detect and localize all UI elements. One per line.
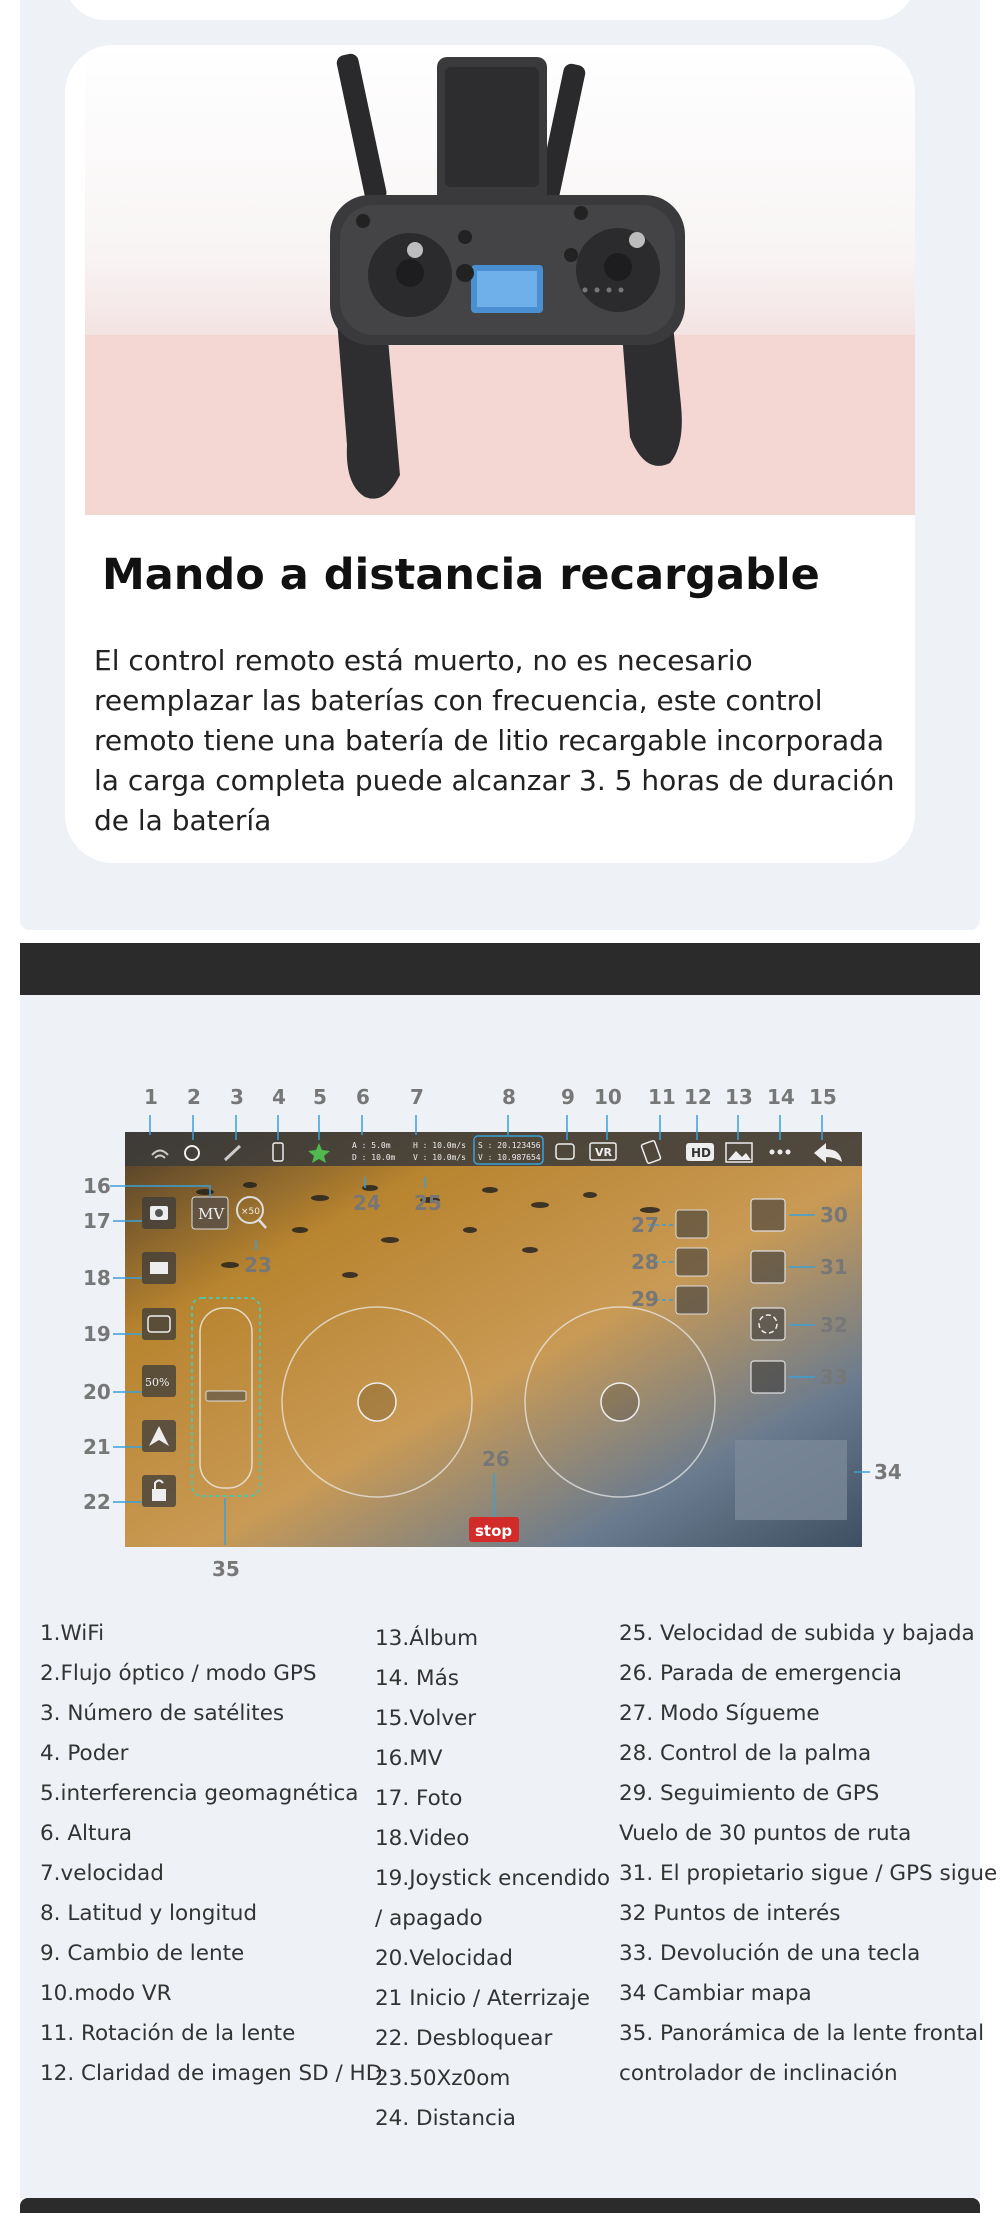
callout-number: 20 bbox=[83, 1380, 111, 1404]
hud-distance: D : 10.0m bbox=[352, 1153, 396, 1162]
legend-column-2 bbox=[375, 1619, 610, 2139]
table-surface bbox=[85, 335, 915, 515]
app-ui-diagram bbox=[70, 1080, 930, 1590]
legend-item: 19.Joystick encendido bbox=[375, 1866, 611, 1891]
description-line: reemplazar las baterías con frecuencia, este control bbox=[94, 684, 823, 717]
more-icon[interactable] bbox=[770, 1150, 775, 1155]
legend-column-1 bbox=[40, 1614, 382, 2094]
callout-number: 14 bbox=[767, 1085, 795, 1109]
legend-item: 32 Puntos de interés bbox=[619, 1901, 841, 1926]
callout-number: 9 bbox=[561, 1085, 575, 1109]
bottom-dark-bar bbox=[20, 2198, 980, 2213]
product-title: Mando a distancia recargable bbox=[102, 550, 820, 600]
callout-number: 33 bbox=[820, 1365, 848, 1389]
callout-number: 35 bbox=[212, 1557, 240, 1581]
follow-me-button[interactable] bbox=[676, 1210, 708, 1238]
legend-item: 6. Altura bbox=[40, 1821, 133, 1846]
callout-number: 1 bbox=[144, 1085, 158, 1109]
callout-number: 31 bbox=[820, 1255, 848, 1279]
legend-item: 21 Inicio / Aterrizaje bbox=[375, 1986, 590, 2011]
palm-control-button[interactable] bbox=[676, 1248, 708, 1276]
description-line: la carga completa puede alcanzar 3. 5 horas de duración bbox=[94, 764, 895, 797]
hud-h-speed: H : 10.0m/s bbox=[413, 1141, 466, 1150]
callout-number: 16 bbox=[83, 1174, 111, 1198]
owner-follow-button[interactable] bbox=[751, 1251, 785, 1283]
return-home-button[interactable] bbox=[751, 1361, 785, 1393]
speed-label: 50% bbox=[145, 1376, 170, 1389]
callout-number: 28 bbox=[631, 1250, 659, 1274]
callout-number: 18 bbox=[83, 1266, 111, 1290]
remote-controller-photo bbox=[85, 45, 915, 515]
legend-item: 27. Modo Sígueme bbox=[619, 1701, 820, 1726]
legend-item: 13.Álbum bbox=[375, 1626, 479, 1651]
legend-item: 23.50Xz0om bbox=[375, 2066, 511, 2091]
legend-item: 7.velocidad bbox=[40, 1861, 164, 1886]
right-joystick-knob[interactable] bbox=[601, 1383, 639, 1421]
callout-number: 5 bbox=[313, 1085, 327, 1109]
callout-number: 29 bbox=[631, 1287, 659, 1311]
callout-number: 13 bbox=[725, 1085, 753, 1109]
legend-item: 10.modo VR bbox=[40, 1981, 172, 2006]
gps-tracking-button[interactable] bbox=[676, 1286, 708, 1314]
legend-item: 20.Velocidad bbox=[375, 1946, 513, 1971]
legend-item: 24. Distancia bbox=[375, 2106, 516, 2131]
legend-item: 5.interferencia geomagnética bbox=[40, 1781, 359, 1806]
callout-number: 4 bbox=[272, 1085, 286, 1109]
legend-item: 26. Parada de emergencia bbox=[619, 1661, 902, 1686]
callout-number: 8 bbox=[502, 1085, 516, 1109]
legend-item: 31. El propietario sigue / GPS sigue bbox=[619, 1861, 998, 1886]
callout-number: 27 bbox=[631, 1213, 659, 1237]
hud-longitude: V : 10.987654 bbox=[478, 1153, 541, 1162]
callout-number: 15 bbox=[809, 1085, 837, 1109]
legend-item: 16.MV bbox=[375, 1746, 443, 1771]
legend-item: 28. Control de la palma bbox=[619, 1741, 872, 1766]
callout-number: 21 bbox=[83, 1435, 111, 1459]
point-of-interest-button[interactable] bbox=[751, 1308, 785, 1340]
legend-item: 12. Claridad de imagen SD / HD bbox=[40, 2061, 383, 2086]
legend-item: 3. Número de satélites bbox=[40, 1701, 285, 1726]
callout-number: 30 bbox=[820, 1203, 848, 1227]
description-line: El control remoto está muerto, no es necesario bbox=[94, 644, 753, 677]
legend-column-3 bbox=[619, 1614, 997, 2094]
callout-number: 23 bbox=[244, 1253, 272, 1277]
legend-item: controlador de inclinación bbox=[619, 2061, 898, 2086]
callout-number: 11 bbox=[648, 1085, 676, 1109]
legend-item: 15.Volver bbox=[375, 1706, 477, 1731]
legend-item: 33. Devolución de una tecla bbox=[619, 1941, 921, 1966]
legend-item: 17. Foto bbox=[375, 1786, 463, 1811]
zoom-label: ×50 bbox=[241, 1207, 260, 1217]
legend-item: 14. Más bbox=[375, 1666, 459, 1691]
vr-label: VR bbox=[595, 1146, 612, 1159]
callout-number: 34 bbox=[874, 1460, 902, 1484]
callout-number: 17 bbox=[83, 1209, 111, 1233]
callout-number: 26 bbox=[482, 1447, 510, 1471]
legend-item: 4. Poder bbox=[40, 1741, 129, 1766]
callout-number: 2 bbox=[187, 1085, 201, 1109]
description-line: remoto tiene una batería de litio recargable incorporada bbox=[94, 724, 885, 757]
hud-latitude: S : 20.123456 bbox=[478, 1141, 541, 1150]
stop-label: stop bbox=[475, 1522, 513, 1540]
legend-item: / apagado bbox=[375, 1906, 483, 1931]
callout-number: 19 bbox=[83, 1322, 111, 1346]
previous-card-fragment bbox=[65, 0, 915, 20]
gimbal-slider-thumb[interactable] bbox=[206, 1391, 246, 1401]
left-joystick-knob[interactable] bbox=[358, 1383, 396, 1421]
callout-number: 10 bbox=[594, 1085, 622, 1109]
hd-label: HD bbox=[691, 1146, 712, 1160]
map-thumbnail[interactable] bbox=[735, 1440, 847, 1520]
legend-item: 2.Flujo óptico / modo GPS bbox=[40, 1661, 317, 1686]
hud-v-speed: V : 10.0m/s bbox=[413, 1153, 466, 1162]
callout-number: 24 bbox=[353, 1191, 381, 1215]
section-divider-band bbox=[20, 943, 980, 995]
callout-number: 32 bbox=[820, 1313, 848, 1337]
description-line: de la batería bbox=[94, 804, 272, 837]
legend-item: 34 Cambiar mapa bbox=[619, 1981, 812, 2006]
callout-number: 22 bbox=[83, 1490, 111, 1514]
callout-number: 3 bbox=[230, 1085, 244, 1109]
legend-item: 25. Velocidad de subida y bajada bbox=[619, 1621, 975, 1646]
joystick-toggle-button[interactable] bbox=[142, 1308, 176, 1340]
callout-number: 7 bbox=[410, 1085, 424, 1109]
callout-number: 12 bbox=[684, 1085, 712, 1109]
legend-item: 29. Seguimiento de GPS bbox=[619, 1781, 880, 1806]
legend-item: 18.Video bbox=[375, 1826, 470, 1851]
mv-label: MV bbox=[198, 1205, 225, 1223]
legend-item: 1.WiFi bbox=[40, 1621, 105, 1646]
waypoint-button[interactable] bbox=[751, 1199, 785, 1231]
legend-item: 9. Cambio de lente bbox=[40, 1941, 245, 1966]
legend-item: 35. Panorámica de la lente frontal bbox=[619, 2021, 985, 2046]
legend-item: 22. Desbloquear bbox=[375, 2026, 553, 2051]
callout-number: 25 bbox=[414, 1191, 442, 1215]
legend-item: 11. Rotación de la lente bbox=[40, 2021, 296, 2046]
hud-altitude: A : 5.0m bbox=[352, 1141, 391, 1150]
legend-item: Vuelo de 30 puntos de ruta bbox=[619, 1821, 912, 1846]
product-description bbox=[94, 641, 914, 841]
antenna-left bbox=[335, 52, 388, 203]
legend-item: 8. Latitud y longitud bbox=[40, 1901, 258, 1926]
button-icon bbox=[356, 214, 370, 228]
callout-number: 6 bbox=[356, 1085, 370, 1109]
